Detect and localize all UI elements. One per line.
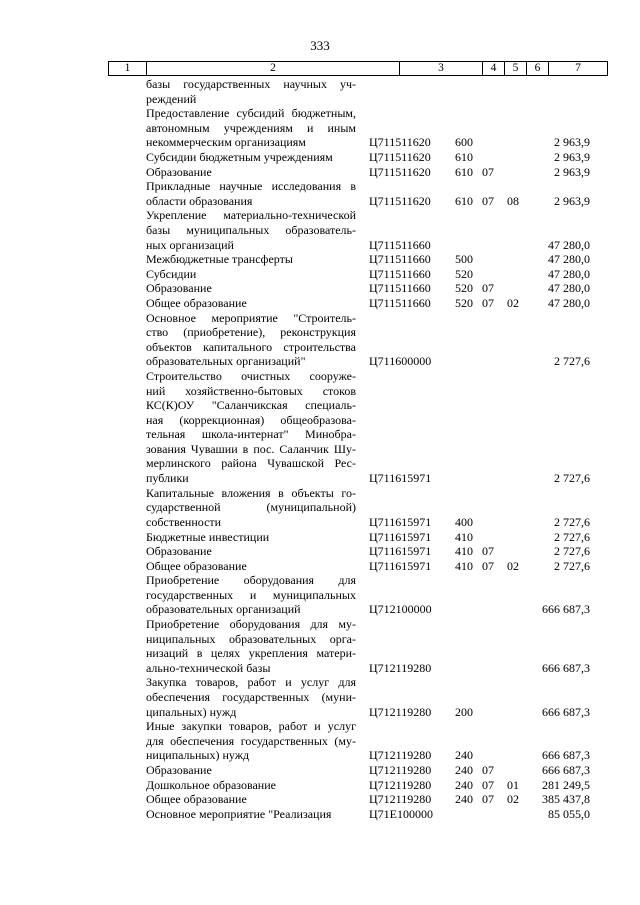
row-description — [146, 559, 356, 574]
description-line: Дошкольное образование — [146, 777, 276, 792]
table-row — [0, 179, 640, 208]
row-description — [146, 281, 356, 296]
row-col-5: 07 — [482, 281, 494, 296]
row-description — [146, 296, 356, 311]
row-col-6: 02 — [507, 792, 519, 807]
table-row — [0, 296, 640, 311]
description-line: зования Чувашии в пос. Саланчик Шу- — [146, 441, 356, 456]
description-line: образовательных организаций — [146, 602, 301, 617]
row-code: Ц712119280 — [369, 792, 432, 807]
row-description — [146, 150, 356, 165]
row-amount: 385 437,8 — [542, 792, 590, 807]
table-row — [0, 106, 640, 150]
description-line: государственных и муниципальных — [146, 587, 356, 602]
row-code: Ц711615971 — [369, 544, 432, 559]
row-code: Ц712119280 — [369, 763, 432, 778]
description-line: объектов капитального строительства — [146, 339, 356, 354]
row-code: Ц711511660 — [369, 266, 431, 281]
table-row — [0, 807, 640, 822]
row-amount: 2 727,6 — [554, 471, 590, 486]
table-row — [0, 267, 640, 282]
row-col-5: 07 — [482, 792, 494, 807]
table-row — [0, 544, 640, 559]
row-amount: 2 727,6 — [554, 558, 590, 573]
row-description — [146, 573, 356, 617]
description-line: ний хозяйственно-бытовых стоков — [146, 383, 356, 398]
description-line: тельная школа-интернат" Минобра- — [146, 427, 356, 442]
description-line: Строительство очистных сооруже- — [146, 368, 356, 383]
budget-table-body — [0, 77, 640, 821]
row-amount: 47 280,0 — [548, 266, 590, 281]
row-col-4: 240 — [455, 777, 473, 792]
description-line: ниципальных образовательных орга- — [146, 631, 356, 646]
description-line: Образование — [146, 763, 212, 778]
table-row — [0, 252, 640, 267]
row-description — [146, 267, 356, 282]
row-amount: 47 280,0 — [548, 295, 590, 310]
row-col-4: 240 — [455, 792, 473, 807]
header-col-1: 1 — [124, 62, 131, 74]
description-line: реждений — [146, 91, 197, 106]
row-description — [146, 106, 356, 150]
description-line: автономным учреждениям и иным — [146, 120, 356, 135]
row-description — [146, 179, 356, 208]
row-amount: 2 727,6 — [554, 529, 590, 544]
row-col-4: 410 — [455, 529, 473, 544]
description-line: Закупка товаров, работ и услуг для — [146, 675, 356, 690]
description-line: Межбюджетные трансферты — [146, 252, 293, 267]
row-col-5: 07 — [482, 544, 494, 559]
description-line: образовательных организаций" — [146, 354, 306, 369]
row-col-6: 02 — [507, 295, 519, 310]
row-code: Ц711511620 — [369, 149, 431, 164]
description-line: некоммерческим организациям — [146, 135, 306, 150]
row-description — [146, 544, 356, 559]
page-number: 333 — [310, 38, 330, 53]
row-col-4: 610 — [455, 193, 473, 208]
row-code: Ц712119280 — [369, 777, 432, 792]
row-col-4: 500 — [455, 252, 473, 267]
row-col-6: 08 — [507, 193, 519, 208]
row-col-5: 07 — [482, 295, 494, 310]
row-amount: 666 687,3 — [542, 660, 590, 675]
description-line: базы государственных научных уч- — [146, 77, 356, 91]
row-amount: 2 963,9 — [554, 193, 590, 208]
description-line: Субсидии — [146, 266, 197, 281]
description-line: КС(К)ОУ "Саланчикская специаль- — [146, 398, 356, 413]
header-col-2: 2 — [146, 62, 399, 75]
header-col-6: 6 — [526, 62, 548, 75]
row-code: Ц711511620 — [369, 164, 431, 179]
row-code: Ц711511660 — [369, 295, 431, 310]
table-row — [0, 77, 640, 106]
row-description — [146, 807, 356, 822]
row-description — [146, 530, 356, 545]
row-col-5: 07 — [482, 558, 494, 573]
row-description — [146, 165, 356, 180]
description-line: Приобретение оборудования для му- — [146, 617, 356, 632]
row-col-5: 07 — [482, 193, 494, 208]
description-line: ных организаций — [146, 237, 234, 252]
description-line: Образование — [146, 164, 212, 179]
row-col-4: 200 — [455, 704, 473, 719]
table-row — [0, 311, 640, 369]
row-col-4: 410 — [455, 544, 473, 559]
row-amount: 666 687,3 — [542, 763, 590, 778]
row-col-6: 01 — [507, 777, 519, 792]
table-row — [0, 573, 640, 617]
description-line: Прикладные научные исследования в — [146, 179, 356, 194]
description-line: собственности — [146, 514, 222, 529]
row-description — [146, 763, 356, 778]
row-amount: 666 687,3 — [542, 602, 590, 617]
table-row — [0, 675, 640, 719]
row-amount: 47 280,0 — [548, 281, 590, 296]
row-code: Ц711511660 — [369, 237, 431, 252]
row-col-5: 07 — [482, 777, 494, 792]
description-line: области образования — [146, 193, 253, 208]
row-code: Ц712100000 — [369, 602, 432, 617]
row-description — [146, 252, 356, 267]
row-code: Ц712119280 — [369, 748, 432, 763]
table-row — [0, 150, 640, 165]
row-col-5: 07 — [482, 164, 494, 179]
description-line: Иные закупки товаров, работ и услуг — [146, 719, 356, 734]
row-code: Ц711511660 — [369, 252, 431, 267]
description-line: Образование — [146, 281, 212, 296]
row-amount: 666 687,3 — [542, 704, 590, 719]
row-col-4: 240 — [455, 748, 473, 763]
description-line: Субсидии бюджетным учреждениям — [146, 149, 333, 164]
row-description — [146, 792, 356, 807]
row-description — [146, 778, 356, 793]
row-amount: 47 280,0 — [548, 252, 590, 267]
description-line: Предоставление субсидий бюджетным, — [146, 106, 356, 121]
description-line: ниципальных) нужд — [146, 748, 250, 763]
description-line: Укрепление материально-технической — [146, 208, 356, 223]
row-amount: 2 727,6 — [554, 354, 590, 369]
description-line: ная (коррекционная) общеобразова- — [146, 412, 356, 427]
row-code: Ц711615971 — [369, 558, 432, 573]
description-line: Капитальные вложения в объекты го- — [146, 485, 356, 500]
description-line: базы муниципальных образователь- — [146, 222, 356, 237]
table-row — [0, 792, 640, 807]
description-line: Основное мероприятие "Реализация — [146, 806, 332, 821]
description-line: Основное мероприятие "Строитель- — [146, 310, 356, 325]
description-line: мерлинского района Чувашской Рес- — [146, 456, 356, 471]
description-line: обеспечения государственных (муни- — [146, 690, 356, 705]
row-col-4: 520 — [455, 266, 473, 281]
row-amount: 2 727,6 — [554, 514, 590, 529]
row-description — [146, 486, 356, 530]
description-line: Бюджетные инвестиции — [146, 529, 270, 544]
header-col-4: 4 — [482, 62, 504, 75]
description-line: Общее образование — [146, 792, 247, 807]
row-amount: 666 687,3 — [542, 748, 590, 763]
description-line: ально-технической базы — [146, 660, 271, 675]
row-code: Ц711511660 — [369, 281, 431, 296]
description-line: публики — [146, 471, 189, 486]
row-col-6: 02 — [507, 558, 519, 573]
row-col-4: 410 — [455, 558, 473, 573]
row-description — [146, 719, 356, 763]
row-col-4: 400 — [455, 514, 473, 529]
row-amount: 281 249,5 — [542, 777, 590, 792]
table-row — [0, 208, 640, 252]
description-line: сударственной (муниципальной) — [146, 500, 356, 515]
row-code: Ц711615971 — [369, 514, 432, 529]
header-col-3: 3 — [399, 62, 482, 75]
row-code: Ц712119280 — [369, 660, 432, 675]
row-description — [146, 311, 356, 369]
row-code: Ц711615971 — [369, 471, 432, 486]
row-description — [146, 617, 356, 675]
row-amount: 2 963,9 — [554, 149, 590, 164]
description-line: Образование — [146, 544, 212, 559]
row-amount: 2 963,9 — [554, 164, 590, 179]
row-col-5: 07 — [482, 763, 494, 778]
description-line: Общее образование — [146, 558, 247, 573]
description-line: низаций в целях укрепления матери- — [146, 646, 356, 661]
row-code: Ц711600000 — [369, 354, 432, 369]
table-row — [0, 486, 640, 530]
row-col-4: 610 — [455, 164, 473, 179]
header-col-7: 7 — [548, 62, 607, 75]
row-description — [146, 675, 356, 719]
row-amount: 47 280,0 — [548, 237, 590, 252]
header-col-5: 5 — [504, 62, 526, 75]
table-row — [0, 281, 640, 296]
table-header — [108, 61, 608, 76]
row-code: Ц712119280 — [369, 704, 432, 719]
table-row — [0, 719, 640, 763]
row-col-4: 610 — [455, 149, 473, 164]
row-code: Ц711511620 — [369, 193, 431, 208]
table-row — [0, 165, 640, 180]
description-line: Общее образование — [146, 295, 247, 310]
row-code: Ц71Е100000 — [369, 806, 433, 821]
row-amount: 85 055,0 — [548, 806, 590, 821]
row-col-4: 600 — [455, 135, 473, 150]
row-col-4: 520 — [455, 295, 473, 310]
row-amount: 2 727,6 — [554, 544, 590, 559]
row-description — [146, 369, 356, 486]
table-row — [0, 763, 640, 778]
row-description — [146, 208, 356, 252]
table-row — [0, 530, 640, 545]
row-description — [146, 77, 356, 106]
table-row — [0, 617, 640, 675]
table-row — [0, 559, 640, 574]
description-line: ство (приобретение), реконструкция — [146, 325, 356, 340]
description-line: ципальных) нужд — [146, 704, 237, 719]
table-row — [0, 778, 640, 793]
row-code: Ц711511620 — [369, 135, 431, 150]
row-amount: 2 963,9 — [554, 135, 590, 150]
row-col-4: 520 — [455, 281, 473, 296]
row-code: Ц711615971 — [369, 529, 432, 544]
description-line: для обеспечения государственных (му- — [146, 733, 356, 748]
table-row — [0, 369, 640, 486]
description-line: Приобретение оборудования для — [146, 573, 356, 588]
row-col-4: 240 — [455, 763, 473, 778]
